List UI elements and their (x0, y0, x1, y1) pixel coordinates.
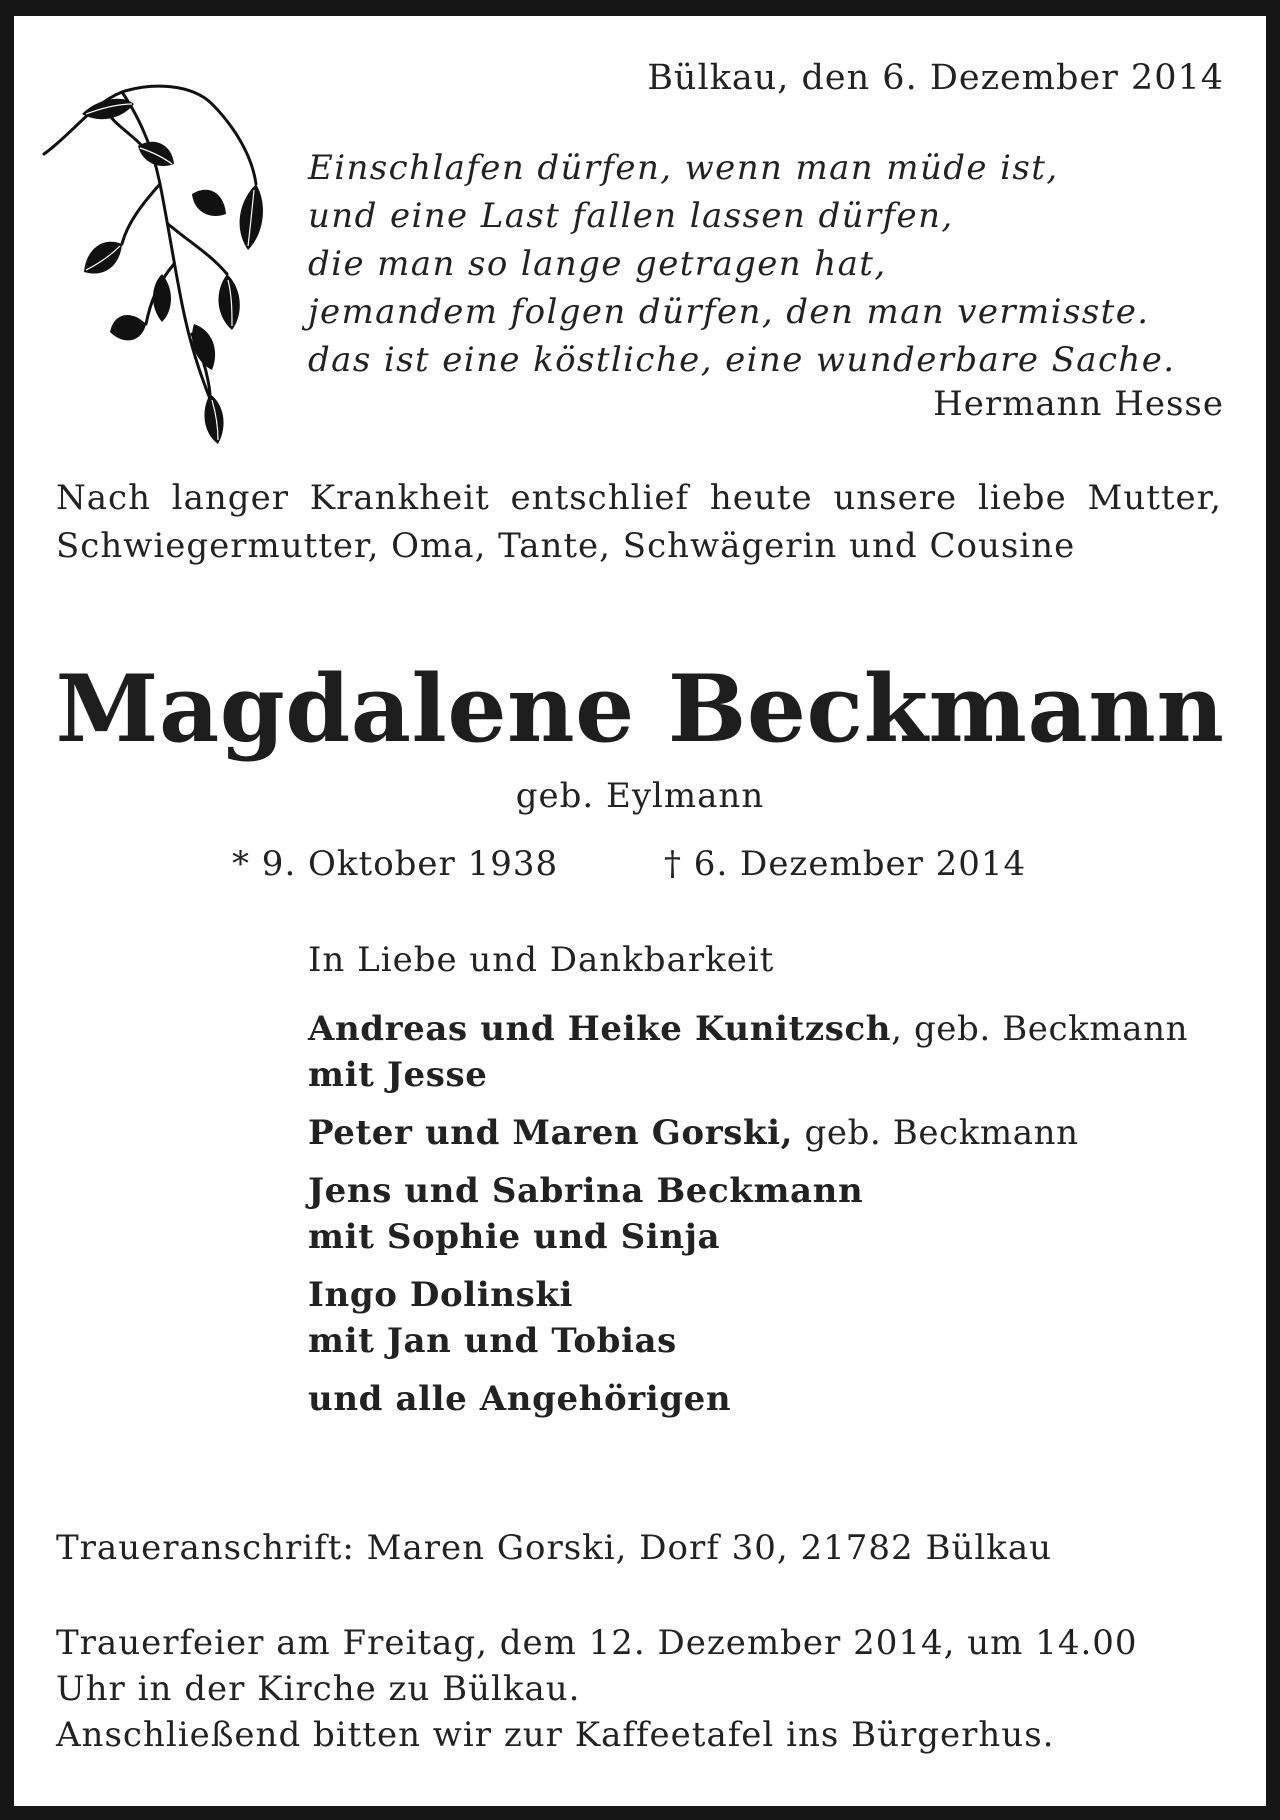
obituary-notice (14, 16, 1266, 1806)
poem-line: jemandem folgen dürfen, den man vermisste. (308, 292, 1150, 332)
mourner-extra: mit Jesse (308, 1055, 488, 1095)
leaf-branch-icon (42, 74, 282, 464)
poem (308, 144, 1238, 384)
death-date: † 6. Dezember 2014 (664, 844, 1027, 884)
mourner-name: Andreas und Heike Kunitzsch (308, 1009, 892, 1049)
poem-line: das ist eine köstliche, eine wunderbare Sache. (308, 340, 1176, 380)
poem-line: und eine Last fallen lassen dürfen, (308, 196, 954, 236)
maiden-name: geb. Eylmann (515, 776, 765, 816)
mourner-entry (308, 1168, 1248, 1260)
mourner-name: Jens und Sabrina Beckmann (308, 1171, 864, 1211)
mourner-extra: mit Jan und Tobias (308, 1321, 677, 1361)
poem-line: die man so lange getragen hat, (308, 244, 887, 284)
family-section (308, 936, 1248, 1434)
service-line: Anschließend bitten wir zur Kaffeetafel ins Bürgerhus. (56, 1715, 1055, 1755)
place-date: Bülkau, den 6. Dezember 2014 (647, 58, 1224, 98)
mourner-name: Ingo Dolinski (308, 1275, 574, 1315)
family-intro: In Liebe und Dankbarkeit (308, 940, 775, 980)
poem-line: Einschlafen dürfen, wenn man müde ist, (308, 148, 1059, 188)
poem-author: Hermann Hesse (933, 384, 1224, 424)
mourner-entry (308, 1110, 1248, 1156)
funeral-service-info (56, 1620, 1138, 1758)
mourning-address: Traueranschrift: Maren Gorski, Dorf 30, 21782 Bülkau (56, 1528, 1052, 1568)
birth-date: * 9. Oktober 1938 (232, 844, 559, 884)
mourner-entry (308, 1006, 1248, 1098)
service-line: Uhr in der Kirche zu Bülkau. (56, 1669, 581, 1709)
mourner-name: und alle Angehörigen (308, 1379, 732, 1419)
mourner-extra: mit Sophie und Sinja (308, 1217, 721, 1257)
mourner-name: Peter und Maren Gorski, (308, 1113, 794, 1153)
mourner-entry (308, 1376, 1248, 1422)
mourner-suffix: , geb. Beckmann (891, 1009, 1189, 1049)
service-line: Trauerfeier am Freitag, dem 12. Dezember 2014, um 14.00 (56, 1623, 1138, 1663)
mourner-suffix: geb. Beckmann (793, 1113, 1079, 1153)
mourner-entry (308, 1272, 1248, 1364)
announcement-intro: Nach langer Krankheit entschlief heute unsere liebe Mutter, Schwiegermutter, Oma, Tante, Schwägerin und Cousine (56, 478, 1222, 566)
deceased-name: Magdalene Beckmann (55, 654, 1225, 763)
